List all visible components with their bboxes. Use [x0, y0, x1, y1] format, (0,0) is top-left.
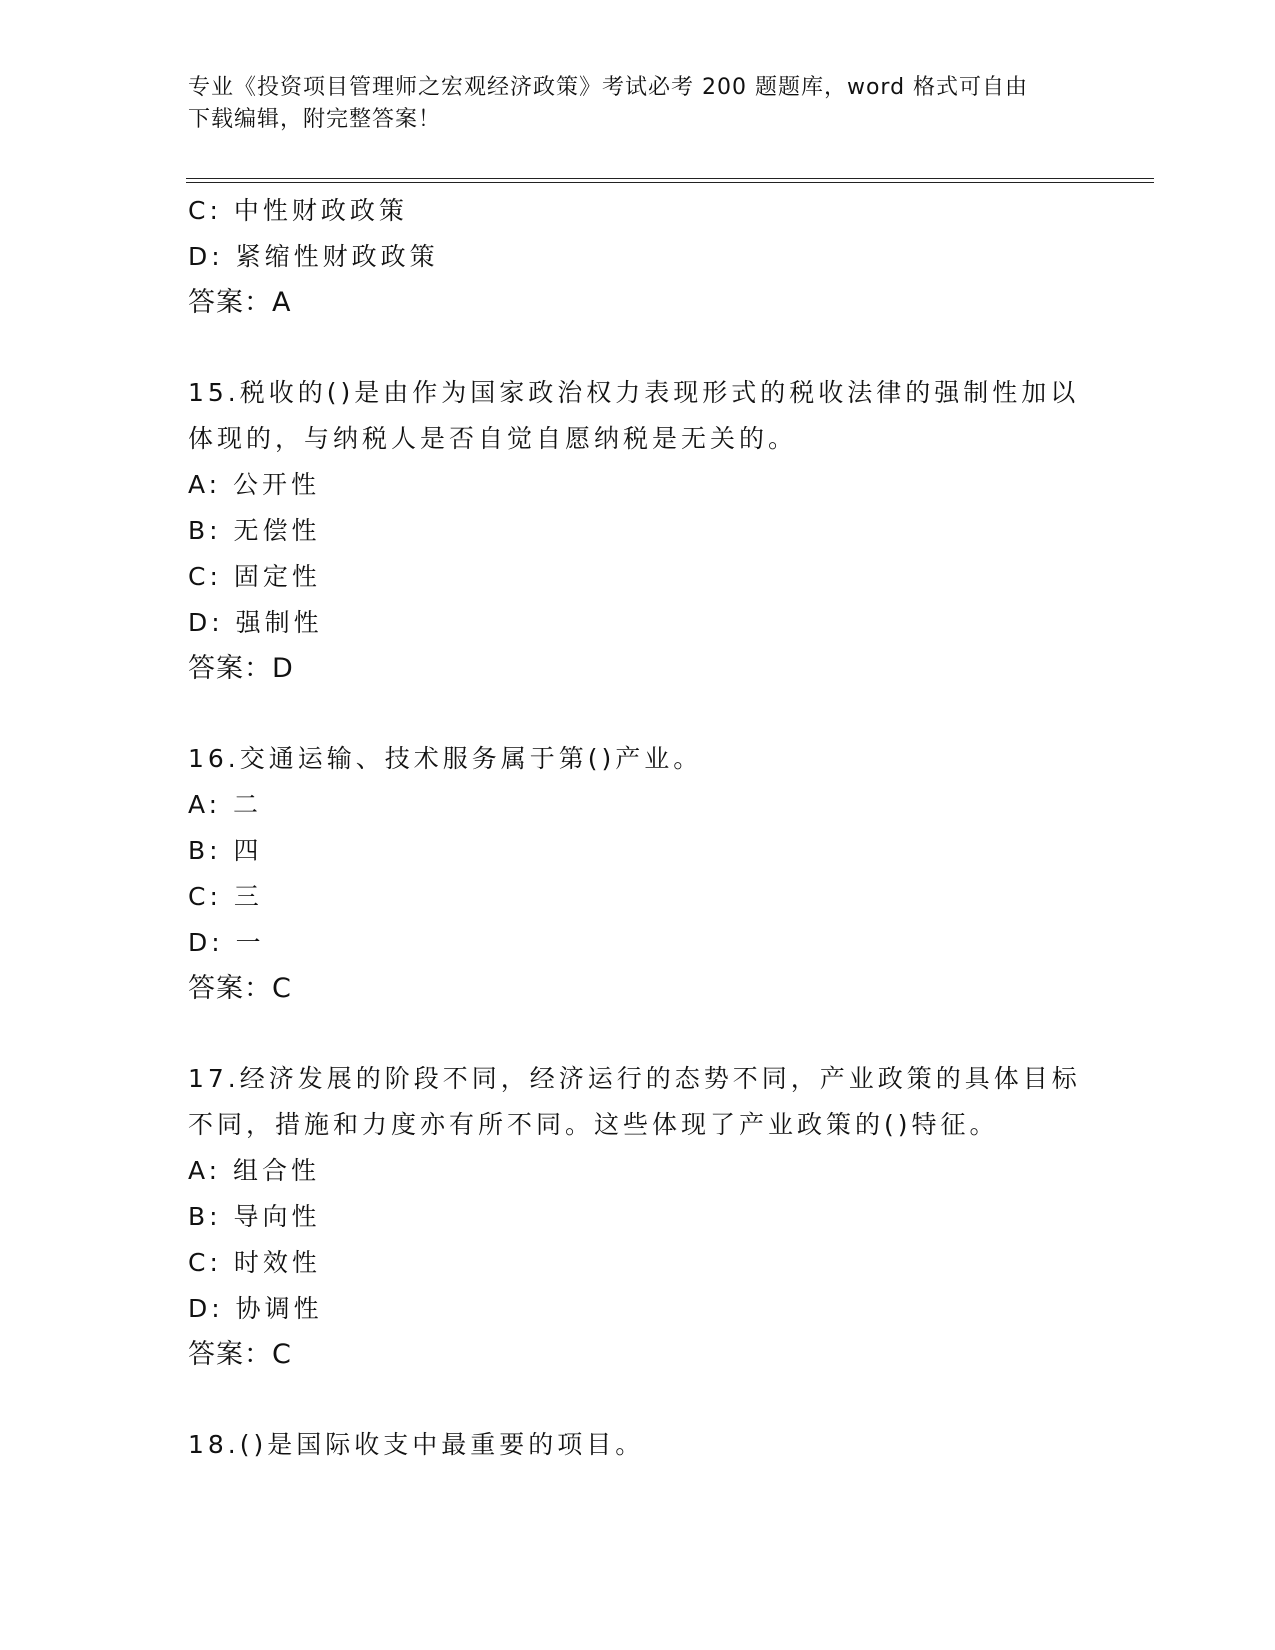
- header-divider-top: [186, 178, 1154, 179]
- header-line-2: 下载编辑，附完整答案！: [188, 107, 442, 132]
- q17-stem-line-2: 不同，措施和力度亦有所不同。这些体现了产业政策的()特征。: [188, 1110, 999, 1139]
- q15-stem-line-1: 15.税收的()是由作为国家政治权力表现形式的税收法律的强制性加以: [188, 378, 1080, 407]
- q17-answer: 答案：C: [188, 1339, 292, 1370]
- q16-option-d: D: 一: [188, 928, 265, 957]
- q17-option-a: A: 组合性: [188, 1156, 321, 1185]
- q15-option-c: C: 固定性: [188, 562, 321, 591]
- header-divider-bottom: [186, 182, 1154, 183]
- q17-option-c: C: 时效性: [188, 1248, 321, 1277]
- q16-option-b: B: 四: [188, 836, 263, 865]
- q15-answer: 答案：D: [188, 653, 294, 684]
- q16-option-c: C: 三: [188, 882, 263, 911]
- q14-option-c: C: 中性财政政策: [188, 196, 408, 225]
- question-14: [188, 188, 1088, 326]
- document-header: [188, 72, 1068, 136]
- spacer: [188, 1378, 1088, 1422]
- spacer: [188, 692, 1088, 736]
- q15-option-b: B: 无偿性: [188, 516, 321, 545]
- question-16: [188, 736, 1088, 1012]
- q16-answer: 答案：C: [188, 973, 292, 1004]
- q17-stem-line-1: 17.经济发展的阶段不同，经济运行的态势不同，产业政策的具体目标: [188, 1064, 1081, 1093]
- question-list: [188, 188, 1088, 1468]
- q17-option-b: B: 导向性: [188, 1202, 321, 1231]
- q17-option-d: D: 协调性: [188, 1294, 323, 1323]
- q14-option-d: D: 紧缩性财政政策: [188, 242, 439, 271]
- question-17: [188, 1056, 1088, 1378]
- q16-stem-line-1: 16.交通运输、技术服务属于第()产业。: [188, 744, 703, 773]
- q16-option-a: A: 二: [188, 790, 263, 819]
- header-line-1: 专业《投资项目管理师之宏观经济政策》考试必考 200 题题库，word 格式可自由: [188, 75, 1029, 100]
- q15-option-a: A: 公开性: [188, 470, 321, 499]
- q15-stem-line-2: 体现的，与纳税人是否自觉自愿纳税是无关的。: [188, 424, 798, 453]
- spacer: [188, 1012, 1088, 1056]
- question-18: [188, 1422, 1088, 1468]
- q18-stem-line-1: 18.()是国际收支中最重要的项目。: [188, 1430, 645, 1459]
- question-15: [188, 370, 1088, 692]
- q15-option-d: D: 强制性: [188, 608, 323, 637]
- spacer: [188, 326, 1088, 370]
- q14-answer: 答案：A: [188, 287, 292, 318]
